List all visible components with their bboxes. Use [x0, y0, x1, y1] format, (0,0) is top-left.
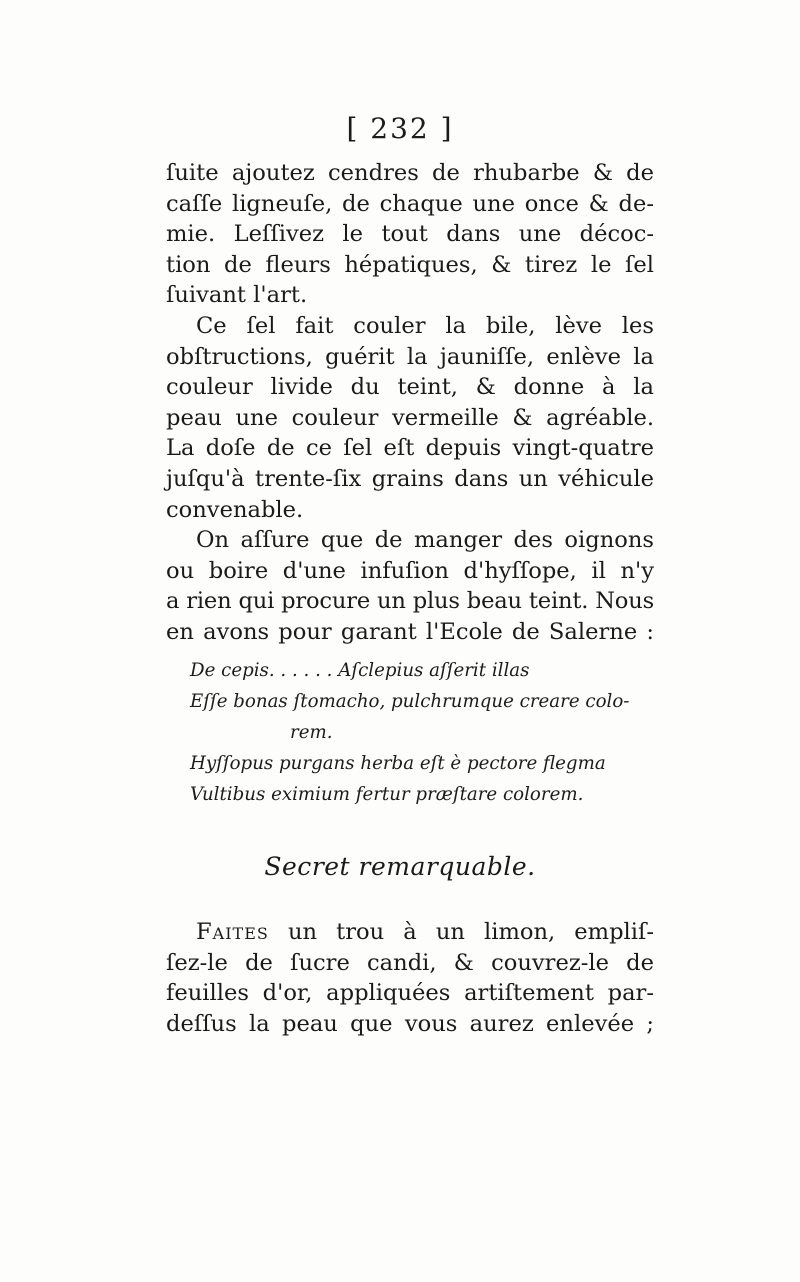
text-line	[166, 189, 654, 220]
text-line-content: ou boire d'une infuſion d'hyſſope, il n'y	[166, 557, 654, 584]
text-line-content: juſqu'à trente-ſix grains dans un véhicule	[166, 465, 654, 492]
text-line	[166, 525, 654, 556]
verse-line: Eſſe bonas ſtomacho, pulchrumque creare colo-	[190, 691, 630, 712]
body-text-bottom	[166, 917, 654, 1039]
verse-line: De cepis. . . . . . Aſclepius aſſerit illas	[190, 660, 530, 681]
text-line-content: feuilles d'or, appliquées artiſtement par-	[166, 980, 654, 1007]
body-text-top	[166, 158, 654, 648]
text-line-content: mie. Leſſivez le tout dans une décoc-	[166, 221, 654, 248]
text-line	[166, 342, 654, 373]
text-line	[166, 250, 654, 281]
first-word-small-caps: Faites	[196, 919, 269, 945]
text-line-content: deſſus la peau que vous aurez enlevée ;	[166, 1010, 654, 1037]
text-line-content: peau une couleur vermeille & agréable.	[166, 404, 654, 431]
text-line-content: ſuivant l'art.	[166, 282, 308, 309]
text-line-content: caſſe ligneuſe, de chaque une once & de-	[166, 190, 654, 217]
text-line	[166, 617, 654, 648]
text-line	[166, 464, 654, 495]
text-line	[166, 280, 654, 311]
text-line-content: tion de fleurs hépatiques, & tirez le ſel	[166, 251, 654, 278]
text-line-content: La doſe de ce ſel eſt depuis vingt-quatre	[166, 435, 654, 462]
text-line-content: en avons pour garant l'Ecole de Salerne :	[166, 618, 654, 645]
text-line	[166, 495, 654, 526]
text-line	[166, 556, 654, 587]
verse-line: Hyſſopus purgans herba eſt è pectore flegma	[190, 753, 606, 774]
text-line	[166, 219, 654, 250]
latin-verse	[190, 655, 660, 810]
text-line-content: couleur livide du teint, & donne à la	[166, 374, 654, 401]
text-line	[166, 433, 654, 464]
text-line	[166, 158, 654, 189]
verse-line: rem.	[290, 722, 333, 743]
text-line	[166, 978, 654, 1009]
section-heading: Secret remarquable.	[264, 852, 536, 881]
text-line-content: On aſſure que de manger des oignons	[196, 527, 654, 554]
verse-line: Vultibus eximium fertur præſtare colorem.	[190, 784, 584, 805]
text-line	[166, 948, 654, 979]
text-line-content: a rien qui procure un plus beau teint. Nous	[166, 588, 654, 615]
text-line-content	[196, 917, 654, 948]
text-line-content: convenable.	[166, 496, 304, 523]
page-number: [ 232 ]	[346, 112, 454, 145]
text-line-content: obſtructions, guérit la jauniſſe, enlève la	[166, 343, 654, 370]
text-line-content: ſez-le de ſucre candi, & couvrez-le de	[166, 949, 654, 976]
text-line	[166, 372, 654, 403]
text-line-content: ſuite ajoutez cendres de rhubarbe & de	[166, 160, 654, 186]
text-line	[166, 586, 654, 617]
text-line	[166, 403, 654, 434]
text-line	[166, 917, 654, 948]
text-line	[166, 311, 654, 342]
first-line-rest: un trou à un limon, empliſ-	[287, 919, 654, 945]
text-line	[166, 1009, 654, 1040]
text-line-content: Ce ſel fait couler la bile, lève les	[196, 312, 654, 339]
